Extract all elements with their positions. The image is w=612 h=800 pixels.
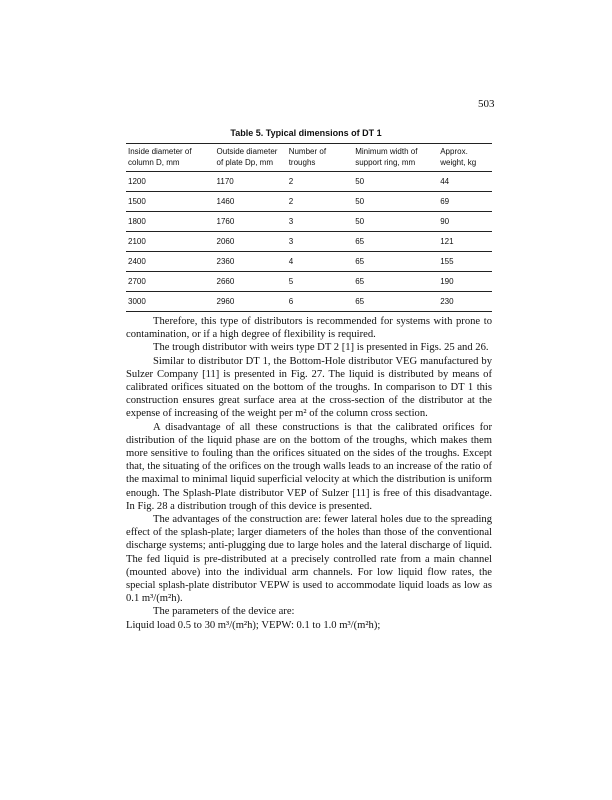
body-paragraph: The advantages of the construction are: fewer lateral holes due to the spreading effect of the splash-plate; larger diameters of the holes than those of the conventional discharge systems; anti-plugging due to large holes and the lateral discharge of liquid. The fed liquid is pre-distributed at a precisely controlled rate from a main channel (mounted above) into the individual arm channels. For low liquid flow rates, the special splash-plate distributor VEPW is used to accommodate liquid loads as low as 0.1 m³/(m²h). [126, 514, 492, 605]
column-header: Minimum width of support ring, mm [353, 144, 438, 172]
table-cell: 2700 [126, 272, 215, 292]
body-paragraph: The trough distributor with weirs type DT 2 [1] is presented in Figs. 25 and 26. [153, 342, 489, 354]
table-cell: 69 [438, 192, 492, 212]
table-row [126, 192, 492, 212]
table-cell: 2 [287, 172, 354, 192]
table-cell: 1500 [126, 192, 215, 212]
table-cell: 2100 [126, 232, 215, 252]
table-cell: 3 [287, 232, 354, 252]
table-row [126, 212, 492, 232]
table-row [126, 172, 492, 192]
body-paragraph: Similar to distributor DT 1, the Bottom-Hole distributor VEG manufactured by Sulzer Company [11] is presented in Fig. 27. The liquid is distributed by means of calibrated orifices situated on the bottom of the troughs. In comparison to DT 1 this construction ensures great surface area at the cross-section of the distributor at the expense of increasing of the weight per m² of the column cross section. [126, 355, 492, 420]
table-cell: 2060 [215, 232, 287, 252]
column-header: Number of troughs [287, 144, 354, 172]
table-cell: 2960 [215, 292, 287, 312]
table-cell: 1800 [126, 212, 215, 232]
table-cell: 2660 [215, 272, 287, 292]
table-row [126, 252, 492, 272]
table-cell: 3 [287, 212, 354, 232]
table-cell: 44 [438, 172, 492, 192]
table-cell: 65 [353, 272, 438, 292]
column-header: Inside diameter of column D, mm [126, 144, 215, 172]
table-cell: 50 [353, 192, 438, 212]
table-cell: 4 [287, 252, 354, 272]
table-cell: 121 [438, 232, 492, 252]
table-cell: 155 [438, 252, 492, 272]
table-cell: 1460 [215, 192, 287, 212]
table-cell: 1200 [126, 172, 215, 192]
table-row [126, 272, 492, 292]
table-cell: 1170 [215, 172, 287, 192]
table-caption: Table 5. Typical dimensions of DT 1 [230, 128, 382, 138]
table-cell: 190 [438, 272, 492, 292]
table-header-row [126, 144, 492, 172]
body-paragraph: The parameters of the device are: [153, 606, 295, 618]
column-header: Outside diameter of plate Dp, mm [215, 144, 287, 172]
table-row [126, 292, 492, 312]
dimensions-table [126, 143, 492, 312]
body-paragraph: A disadvantage of all these constructions is that the calibrated orifices for distribution of the liquid phase are on the bottom of the troughs, which makes them more sensitive to fouling than the orifices situated on the sides of the troughs. Except that, the situating of the orifices on the trough walls leads to an increase of the ratio of the maximal to minimal liquid superficial velocity at which the distribution is uniform enough. The Splash-Plate distributor VEP of Sulzer [11] is free of this disadvantage. In Fig. 28 a distribution trough of this device is presented. [126, 421, 492, 512]
table-cell: 6 [287, 292, 354, 312]
table-cell: 50 [353, 212, 438, 232]
page-number: 503 [478, 98, 495, 110]
table-cell: 65 [353, 292, 438, 312]
table-cell: 2400 [126, 252, 215, 272]
table-cell: 3000 [126, 292, 215, 312]
table-row [126, 232, 492, 252]
table-cell: 5 [287, 272, 354, 292]
table-cell: 230 [438, 292, 492, 312]
table-cell: 2 [287, 192, 354, 212]
body-text [126, 315, 492, 632]
body-paragraph: Therefore, this type of distributors is recommended for systems with prone to contamination, or if a high degree of flexibility is required. [126, 316, 492, 341]
table-cell: 1760 [215, 212, 287, 232]
table-cell: 65 [353, 252, 438, 272]
table-cell: 65 [353, 232, 438, 252]
body-paragraph: Liquid load 0.5 to 30 m³/(m²h); VEPW: 0.1 to 1.0 m³/(m²h); [126, 619, 381, 631]
table-cell: 2360 [215, 252, 287, 272]
table-cell: 50 [353, 172, 438, 192]
table-cell: 90 [438, 212, 492, 232]
column-header: Approx. weight, kg [438, 144, 492, 172]
